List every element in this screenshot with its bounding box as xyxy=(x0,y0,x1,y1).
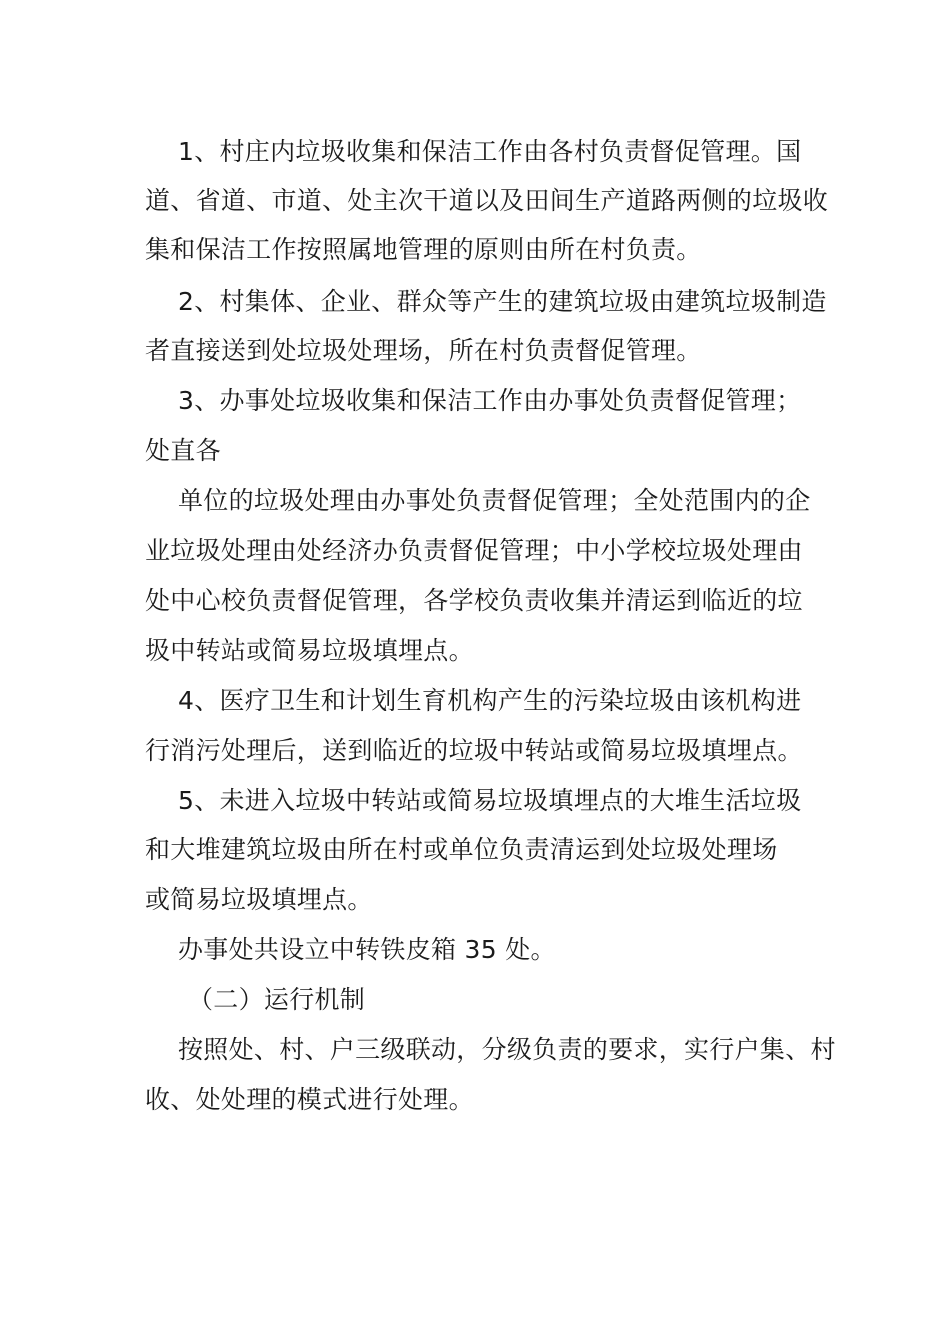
text-line: 行消污处理后，送到临近的垃圾中转站或简易垃圾填埋点。 xyxy=(145,736,803,765)
text-line: 3、办事处垃圾收集和保洁工作由办事处负责督促管理； xyxy=(178,386,802,415)
section-heading: （二）运行机制 xyxy=(188,985,366,1014)
text-line: 处中心校负责督促管理，各学校负责收集并清运到临近的垃 xyxy=(145,586,803,615)
text-line: 5、未进入垃圾中转站或简易垃圾填埋点的大堆生活垃圾 xyxy=(178,786,802,815)
text-line: 业垃圾处理由处经济办负责督促管理；中小学校垃圾处理由 xyxy=(145,536,803,565)
text-line: 收、处处理的模式进行处理。 xyxy=(145,1085,474,1114)
text-line: 单位的垃圾处理由办事处负责督促管理；全处范围内的企 xyxy=(178,486,811,515)
text-line: 2、村集体、企业、群众等产生的建筑垃圾由建筑垃圾制造 xyxy=(178,287,827,316)
text-line: 处直各 xyxy=(145,436,221,465)
text-line: 1、村庄内垃圾收集和保洁工作由各村负责督促管理。国 xyxy=(178,137,802,166)
text-line: 或简易垃圾填埋点。 xyxy=(145,885,373,914)
text-line: 4、医疗卫生和计划生育机构产生的污染垃圾由该机构进 xyxy=(178,686,802,715)
text-line: 办事处共设立中转铁皮箱 35 处。 xyxy=(178,935,556,964)
text-line: 道、省道、市道、处主次干道以及田间生产道路两侧的垃圾收 xyxy=(145,186,829,215)
text-line: 圾中转站或简易垃圾填埋点。 xyxy=(145,636,474,665)
text-line: 者直接送到处垃圾处理场，所在村负责督促管理。 xyxy=(145,336,702,365)
text-line: 按照处、村、户三级联动，分级负责的要求，实行户集、村 xyxy=(178,1035,836,1064)
text-line: 集和保洁工作按照属地管理的原则由所在村负责。 xyxy=(145,235,702,264)
text-line: 和大堆建筑垃圾由所在村或单位负责清运到处垃圾处理场 xyxy=(145,835,778,864)
